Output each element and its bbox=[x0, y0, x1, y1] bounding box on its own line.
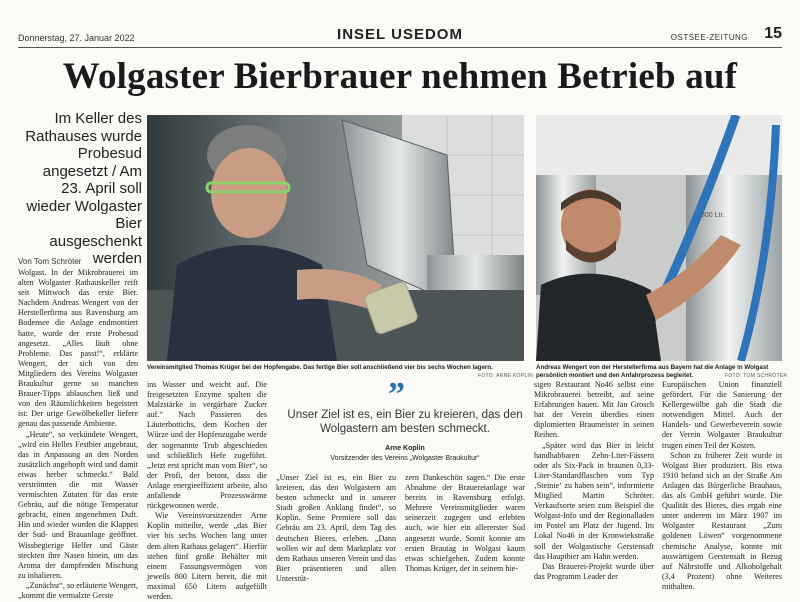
pull-quote-author: Arne Koplin bbox=[385, 445, 425, 452]
photo-assembly bbox=[536, 115, 782, 361]
paragraph: Das Brauerei-Projekt wurde über das Programm Leader der bbox=[534, 561, 654, 581]
tank-volume-label: 800 Ltr. bbox=[701, 212, 725, 219]
issue-date: Donnerstag, 27. Januar 2022 bbox=[18, 33, 135, 43]
article-byline: Von Tom Schröter bbox=[18, 257, 82, 266]
article-column-6 bbox=[662, 380, 782, 592]
page-number: 15 bbox=[764, 25, 782, 42]
paragraph: zern Dankeschön sagen.“ Die erste Abnahme der Brauereianlage war bereits in Ravensburg erfolgt. Mehrere Vereinsmitglieder waren seinerzeit zugegen und erlebten auch, wie hier ein allererster Sud angesetzt wurde. Somit konnte am ersten Brautag in Wolgast kaum etwas schiefgehen. Zudem konnte Thomas Krüger, der in seinem hie- bbox=[405, 473, 525, 573]
paragraph: Schon zu früherer Zeit wurde in Wolgast Bier produziert. Bis etwa 1910 befand sich an der Straße Am Anlagen das Bürgerliche Brauhaus, das als GmbH geführt wurde. Die Qualität des Bieres, dies ergab eine unter anderem im März 1907 im Wolgaster Restaurant „Zum goldenen Löwen“ vorgenommene chemische Analyse, konnte mit auswärtigem Gerstensaft in Bezug auf Nährstoffe und Alkoholgehalt (3,4 Prozent) ohne Weiteres mithalten. bbox=[662, 450, 782, 591]
photo-hop-addition-image bbox=[147, 115, 524, 361]
paragraph: sigen Restaurant No46 selbst eine Mikrobrauerei betreibt, auf seine Erfahrungen bauen. Mit Jan Grosch hat der Verein überdies einen diplomierten Braumeister in seinen Reihen. bbox=[534, 380, 654, 440]
article-headline: Wolgaster Bierbrauer nehmen Betrieb auf bbox=[62, 56, 738, 97]
paragraph: „Später wird das Bier in leicht handhabbaren Zehn-Liter-Fässern oder als Six-Pack in braunen 0,33-Liter-Standardflaschen vom Typ ‚Steinie‘ zu haben sein“, informierte Mitglied Martin Schröter. Verkaufsorte seien zum Beispiel die Wolgast-Info und der Regionalladen im Postel am Platz der Jugend. Im Lokal No46 in der Kronwiekstraße soll der Wolgastische Gerstensaft das Hauptbier am Hahn werden. bbox=[534, 440, 654, 561]
photo-hop-addition-credit: FOTO: ARNE KOPLIN bbox=[478, 373, 534, 379]
section-title: INSEL USEDOM bbox=[337, 26, 463, 43]
quote-mark-icon: ” bbox=[388, 376, 405, 413]
paragraph: „Unser Ziel ist es, ein Bier zu kreieren, das den Wolgastern am besten schmeckt und in unserer Stadt großen Anklang findet“, so Koplin. Seine Premiere soll das Gebräu am 23. April, dem Tag des deutschen Bieres, erleben. „Dann wollen wir auf dem Marktplatz vor dem Rathaus unseren Verein und das Bier präsentieren und allen Unterstüt- bbox=[276, 473, 396, 583]
article-subheadline: Im Keller des Rathauses wurde Probesud angesetzt / Am 23. April soll wieder Wolgaster Bier ausgeschenkt werden bbox=[25, 110, 142, 267]
photo-assembly-credit: FOTO: TOM SCHRÖTER bbox=[725, 373, 788, 379]
pull-quote: Unser Ziel ist es, ein Bier zu kreieren, das den Wolgastern am besten schmeckt. bbox=[287, 409, 523, 435]
paragraph: „Zunächst“, so erläuterte Wengert, „kommt die vermalzte Gerste bbox=[18, 580, 138, 600]
page-header bbox=[18, 0, 782, 42]
pull-quote-role: Vorsitzender des Vereins „Wolgaster Braukultur“ bbox=[330, 455, 480, 462]
photo-assembly-image bbox=[536, 115, 782, 361]
article-column-3 bbox=[276, 473, 396, 584]
photo-hop-addition bbox=[147, 115, 524, 361]
paragraph: Wolgast. In der Mikrobrauerei im alten Wolgaster Rathauskeller reift seit Mittwoch das erste Bier. Nachdem Andreas Wengert von der Herstellerfirma aus Ravensburg am Bodensee die Anlage endmontiert hatte, wurde der erste Probesud angesetzt. „Alles läuft ohne Probleme. Das passt!“, erklärte Wengert, der sich von den Mitgliedern des Vereins Wolgaster Braukultur gerne so manchen Brauer-Tipps ablauschen ließ und von den Räumlichkeiten begeistert ist: Der urige Gewölbekeller liefere genau das passende Ambiente. bbox=[18, 268, 138, 429]
article-column-1 bbox=[18, 268, 138, 601]
photo-hop-addition-caption: Vereinsmitglied Thomas Krüger bei der Hopfengabe. Das fertige Bier soll anschließend vier bis sechs Wochen lagern. bbox=[147, 364, 493, 371]
photo-assembly-caption: Andreas Wengert von der Herstellerfirma aus Bayern hat die Anlage in Wolgast persönlich montiert und den Anfahrprozess begleitet. bbox=[536, 364, 769, 379]
article-column-2 bbox=[147, 380, 267, 602]
newspaper-name: OSTSEE-ZEITUNG bbox=[670, 33, 748, 42]
article-column-4 bbox=[405, 473, 525, 574]
article-column-5 bbox=[534, 380, 654, 582]
paragraph: ins Wasser und weicht auf. Die freigesetzten Enzyme spalten die Malzstärke in vergärbare Zucker auf.“ Nach Passieren des Läuterbottichs, dem Kochen der Würze und der Hopfenzugabe werde der sogenannte Trub abgeschieden und schließlich Hefe zugeführt. „Jetzt erst spricht man vom Bier“, so der Profi, der betont, dass die Anlage energieeffizient arbeite, also anfallende Prozesswärme rückgewonnen werde. bbox=[147, 380, 267, 511]
paragraph: Wie Vereinsvorsitzender Arne Koplin mitteilte, werde „das Bier vier bis sechs Wochen lang unter dem alten Rathaus gelagert“. Hierfür stehen fünf große Behälter mit einem Fassungsvermögen von jeweils 800 Litern bereit, die mit maximal 650 Litern aufgefüllt werden. bbox=[147, 511, 267, 601]
paragraph: Europäischen Union finanziell gefördert. Für die Sanierung der Kellergewölbe gab die Stadt die notwendigen Mittel. Auch der Handels- und Gewerbeverein sowie der Verein Wolgaster Braukultur trugen einen Teil der Kosten. bbox=[662, 380, 782, 450]
header-rule bbox=[18, 47, 782, 48]
paragraph: „Heute“, so verkündete Wengert, „wird ein Helles Festbier angebraut, das in Anpassung an den Norden zusätzlich angehopft wird und damit etwas herber schmeckt.“ Bald verströmten die mit Wasser vermischten Zutaten für das erste Gebräu, auf die nötige Temperatur gebracht, einen angenehmen Duft. Hin und wieder wurden die Klappen der Sud- und Brauanlage geöffnet. Wissbegierige Helfer und Gäste steckten ihre Nasen hinein, um das Aroma der dampfenden Mischung zu inhalieren. bbox=[18, 429, 138, 580]
